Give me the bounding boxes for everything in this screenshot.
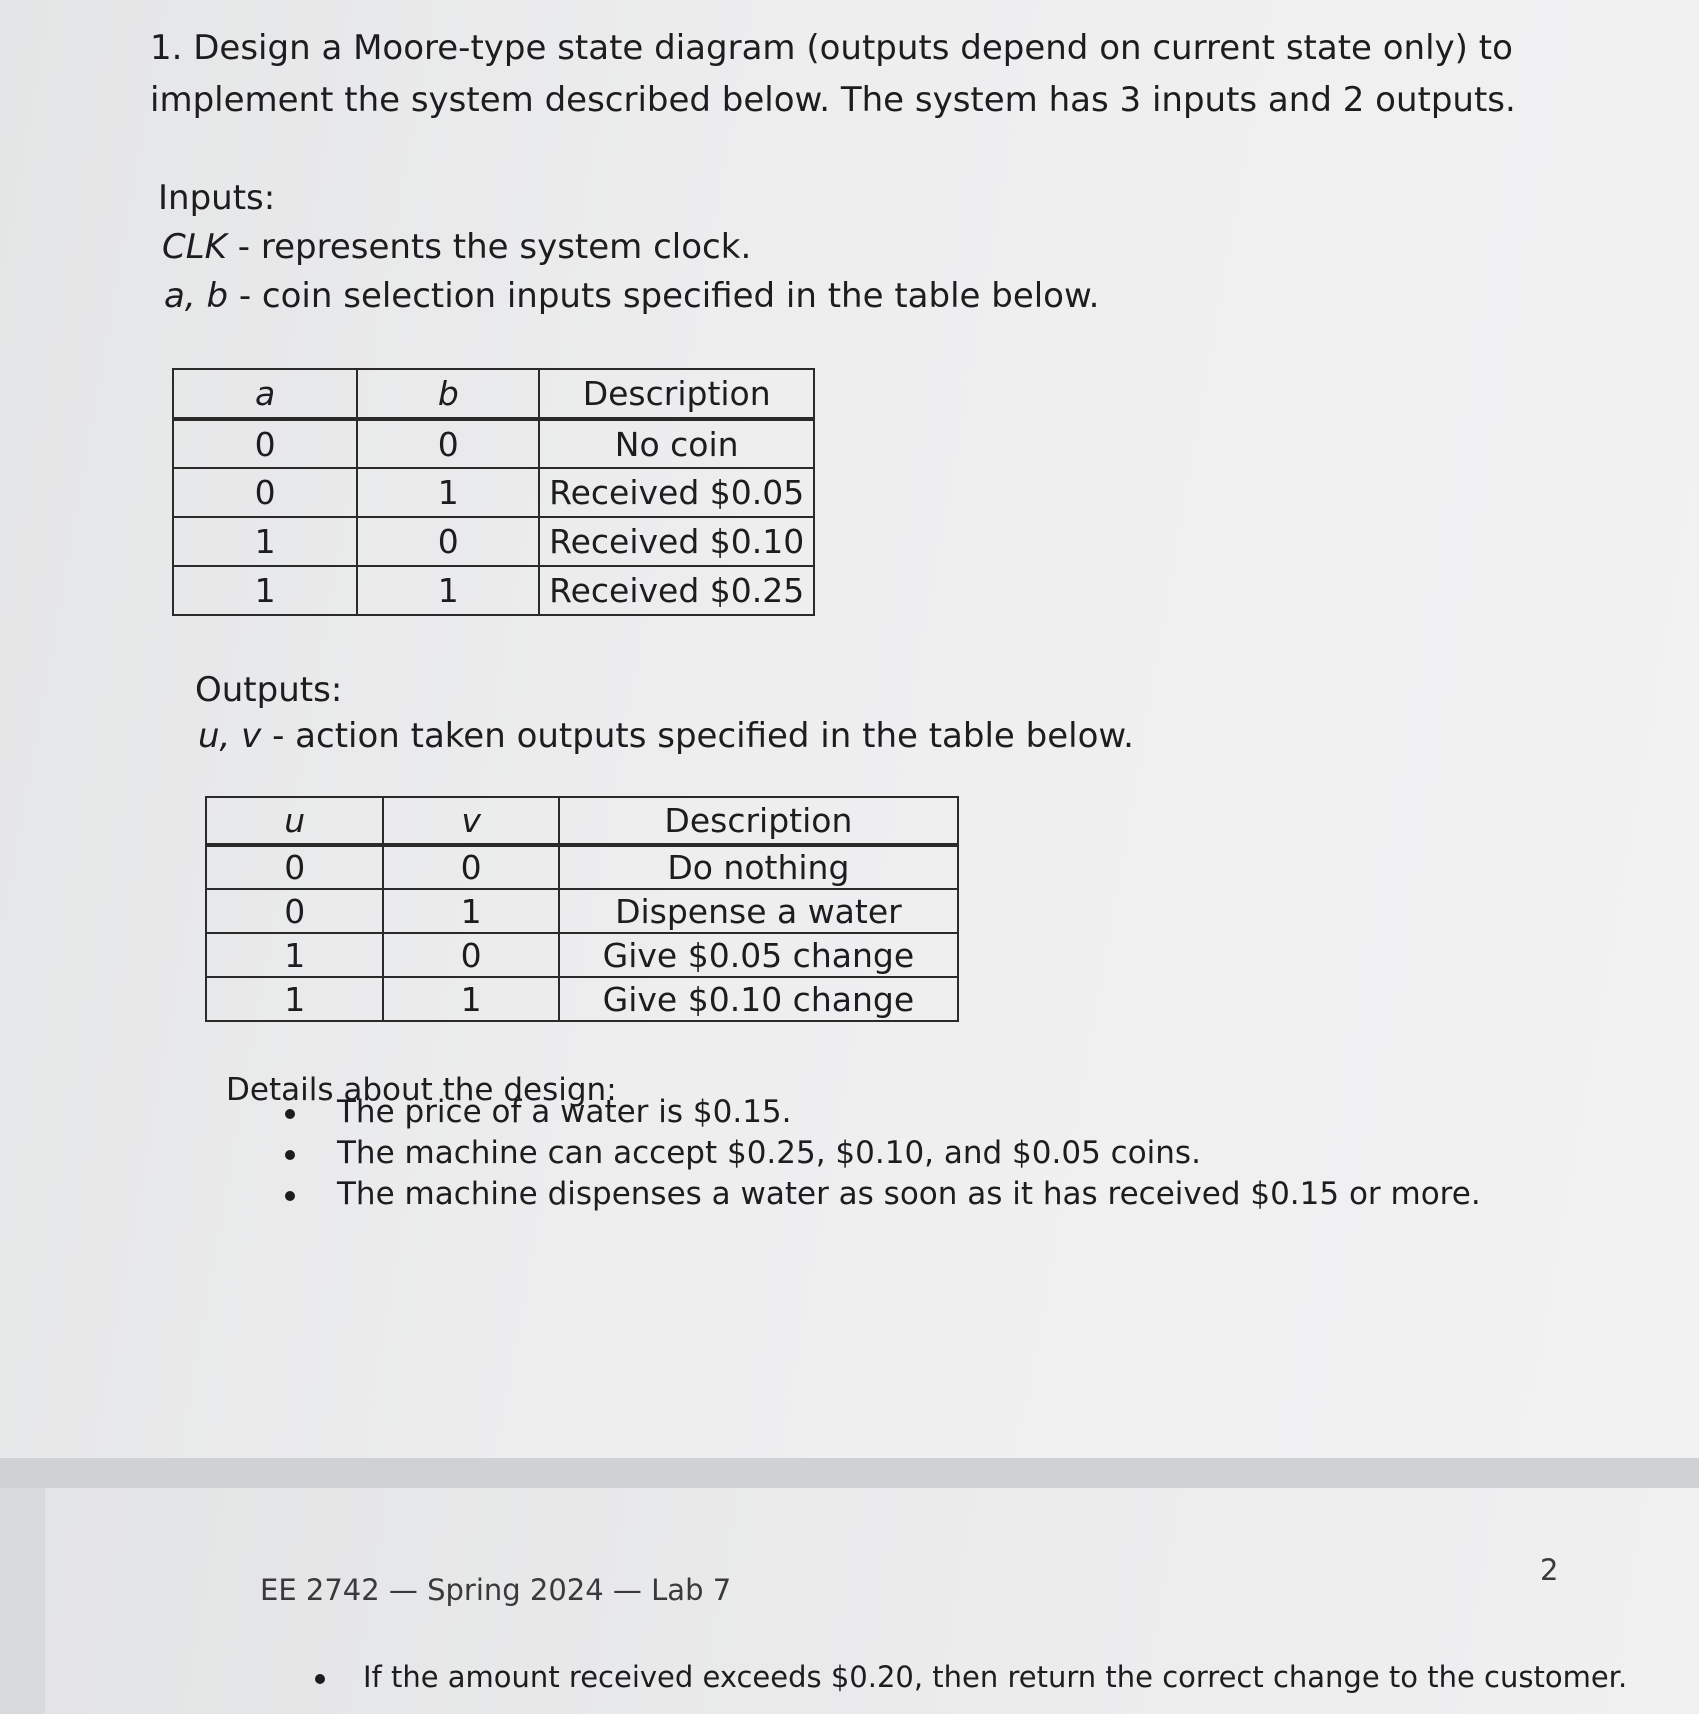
cell-description: Dispense a water (559, 889, 958, 933)
cell-b: 1 (357, 566, 539, 615)
inputs-heading: Inputs: (158, 178, 276, 218)
table-row (173, 419, 814, 468)
header-description: Description (559, 797, 958, 845)
cell-description: No coin (539, 419, 814, 468)
table-row (206, 977, 958, 1021)
cell-description: Give $0.10 change (559, 977, 958, 1021)
cell-b: 0 (357, 517, 539, 566)
continued-item-text: If the amount received exceeds $0.20, then return the correct change to the customer. (363, 1660, 1628, 1694)
uv-desc: - action taken outputs specified in the table below. (261, 716, 1134, 756)
continued-item (315, 1660, 1627, 1694)
cell-description: Received $0.05 (539, 468, 814, 517)
cell-v: 0 (383, 845, 558, 889)
table-row (206, 889, 958, 933)
header-u: u (206, 797, 383, 845)
bullet-icon (315, 1674, 325, 1684)
cell-description: Give $0.05 change (559, 933, 958, 977)
cell-description: Received $0.25 (539, 566, 814, 615)
list-item: The machine dispenses a water as soon as it has received $0.15 or more. (285, 1174, 1481, 1215)
cell-b: 1 (357, 468, 539, 517)
question-text: 1. Design a Moore-type state diagram (outputs depend on current state only) to implement the system described below. The system has 3 inputs and 2 outputs. (150, 28, 1516, 120)
page-number: 2 (1540, 1553, 1559, 1587)
cell-u: 0 (206, 845, 383, 889)
table-row (173, 468, 814, 517)
footer-course: EE 2742 — Spring 2024 — Lab 7 (260, 1573, 732, 1607)
output-table-header (206, 797, 958, 845)
output-table (205, 796, 959, 1022)
cell-a: 0 (173, 419, 357, 468)
input-table-header (173, 369, 814, 419)
table-row (173, 566, 814, 615)
header-description: Description (539, 369, 814, 419)
cell-v: 1 (383, 977, 558, 1021)
details-heading: Details about the design: (226, 1072, 617, 1108)
list-item: The machine can accept $0.25, $0.10, and $0.05 coins. (285, 1133, 1481, 1174)
ab-description (164, 276, 1099, 316)
cell-u: 1 (206, 977, 383, 1021)
clk-description (162, 227, 751, 267)
cell-description: Do nothing (559, 845, 958, 889)
header-a: a (173, 369, 357, 419)
input-table (172, 368, 815, 616)
details-list (285, 1092, 1481, 1215)
header-b: b (357, 369, 539, 419)
cell-v: 0 (383, 933, 558, 977)
cell-description: Received $0.10 (539, 517, 814, 566)
uv-description (198, 716, 1134, 756)
clk-name: CLK (162, 227, 227, 267)
cell-a: 1 (173, 566, 357, 615)
clk-desc: - represents the system clock. (226, 227, 752, 267)
ab-name: a, b (164, 276, 229, 316)
list-item: The price of a water is $0.15. (285, 1092, 1481, 1133)
cell-u: 1 (206, 933, 383, 977)
cell-a: 0 (173, 468, 357, 517)
outputs-heading: Outputs: (195, 670, 343, 710)
cell-v: 1 (383, 889, 558, 933)
cell-a: 1 (173, 517, 357, 566)
ab-desc: - coin selection inputs specified in the table below. (228, 276, 1100, 316)
cell-u: 0 (206, 889, 383, 933)
table-row (206, 845, 958, 889)
table-row (173, 517, 814, 566)
table-row (206, 933, 958, 977)
uv-name: u, v (198, 716, 262, 756)
page-gap (0, 1458, 1699, 1488)
cell-b: 0 (357, 419, 539, 468)
header-v: v (383, 797, 558, 845)
